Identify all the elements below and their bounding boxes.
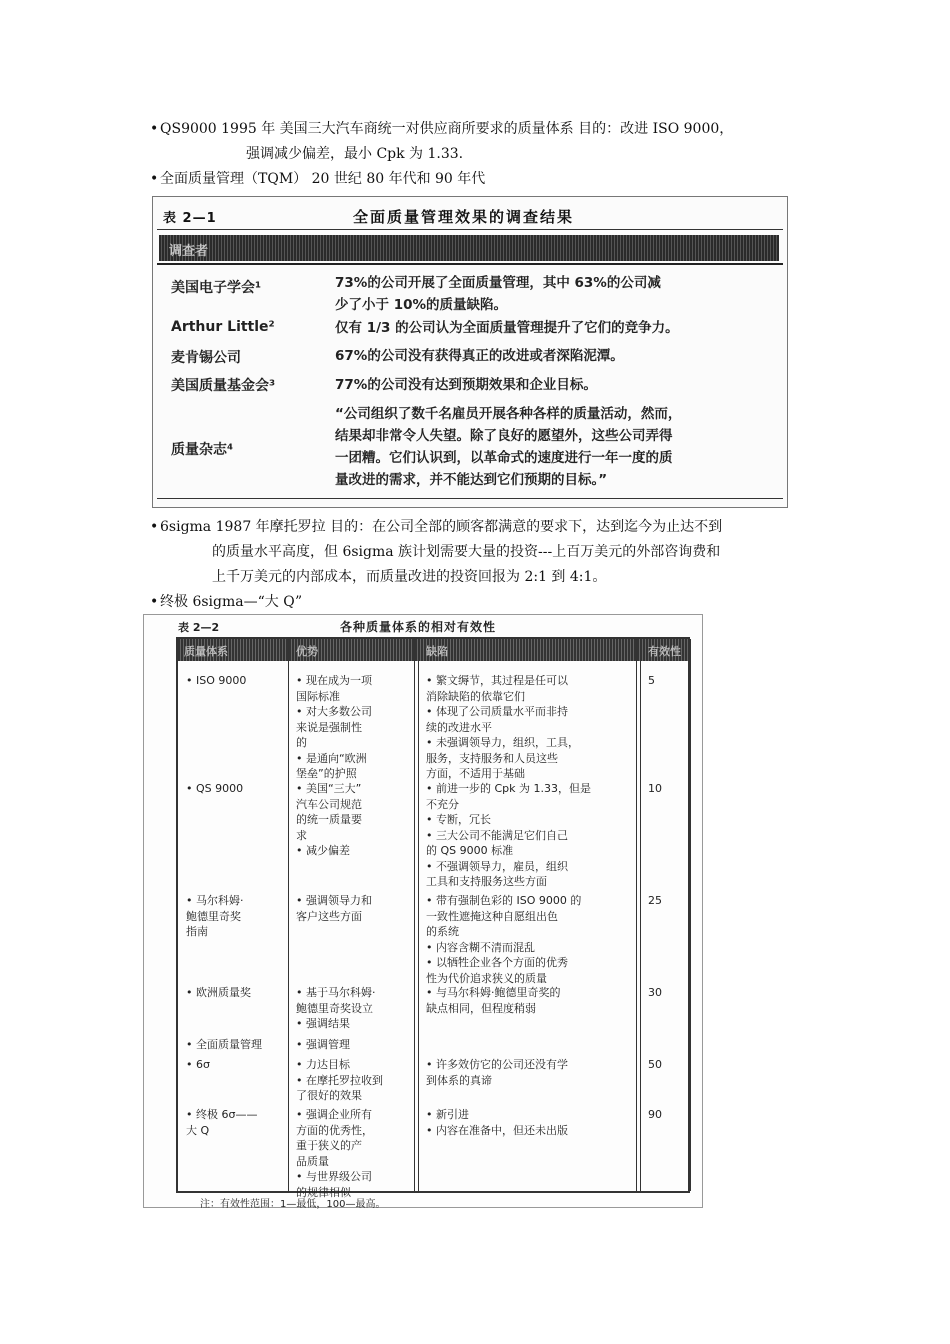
source-cell: Arthur Little² [171, 319, 275, 335]
pros-line: 方面的优秀性， [296, 1123, 373, 1137]
system-line: • ISO 9000 [186, 674, 247, 687]
cons-cell [426, 781, 591, 890]
score-cell: 90 [648, 1108, 662, 1121]
bullet-dot: • [150, 171, 159, 187]
result-line: “公司组织了数千名雇员开展各种各样的质量活动，然而， [335, 406, 682, 422]
cons-line: • 专断，冗长 [426, 813, 491, 826]
source-cell: 麦肯锡公司 [171, 350, 241, 366]
pros-cell [296, 1107, 373, 1200]
header-cell: 优势 [296, 645, 318, 658]
cons-line: • 三大公司不能满足它们自己 [426, 828, 568, 842]
table-tqm-survey [152, 196, 788, 508]
system-cell [186, 673, 246, 689]
result-line: 结果却非常令人失望。除了良好的愿望外，这些公司弄得 [335, 428, 673, 444]
table-number: 表 2—1 [163, 211, 217, 226]
cons-line: • 内容含糊不清而混乱 [426, 940, 535, 954]
cons-line: • 带有强制色彩的 ISO 9000 的 [426, 894, 582, 907]
cons-cell [426, 1107, 568, 1138]
cons-line: 的系统 [426, 925, 459, 938]
result-line: 一团糟。它们认识到，以革命式的速度进行一年一度的质 [335, 450, 673, 466]
cons-line: 一致性遮掩这种自愿组出色 [426, 909, 558, 923]
cons-line: 的 QS 9000 标准 [426, 844, 514, 857]
pros-cell [296, 673, 372, 782]
score-cell: 30 [648, 986, 662, 999]
header-cell: 质量体系 [184, 645, 228, 658]
system-line: • 6σ [186, 1058, 210, 1071]
pros-line: • 对大多数公司 [296, 705, 372, 718]
result-cell [335, 317, 775, 339]
bullet-text: 6sigma 1987 年摩托罗拉 目的：在公司全部的顾客都满意的要求下，达到迄今为止达不到 [160, 519, 723, 535]
cons-cell [426, 893, 581, 986]
bullet-text: 终极 6sigma—“大 Q” [160, 594, 303, 610]
system-line: • 欧洲质量奖 [186, 986, 251, 999]
table-header [178, 639, 688, 661]
pros-line: • 强调企业所有 [296, 1108, 372, 1121]
bullet-continuation: 强调减少偏差，最小 Cpk 为 1.33. [246, 146, 464, 162]
cons-line: • 与马尔科姆·鲍德里奇奖的 [426, 986, 561, 999]
cons-line: • 前进一步的 Cpk 为 1.33，但是 [426, 782, 591, 795]
cons-line: • 新引进 [426, 1108, 469, 1121]
column-divider [288, 639, 289, 1191]
bullet-dot: • [150, 519, 159, 535]
pros-cell [296, 1057, 383, 1104]
result-line: 少了小于 10%的质量缺陷。 [335, 297, 508, 313]
table-number: 表 2—2 [178, 621, 220, 634]
system-cell [186, 1057, 210, 1073]
cons-cell [426, 673, 579, 782]
result-line: 量改进的需求，并不能达到它们预期的目标。” [335, 472, 608, 488]
bullet-continuation: 的质量水平高度，但 6sigma 族计划需要大量的投资---上百万美元的外部咨询费和 [212, 544, 721, 560]
system-cell [186, 1107, 257, 1138]
header-cell: 调查者 [169, 244, 209, 259]
system-line: • 全面质量管理 [186, 1038, 262, 1051]
pros-line: 求 [296, 828, 307, 842]
cons-line: • 未强调领导力，组织，工具， [426, 736, 579, 749]
pros-line: 鲍德里奇奖设立 [296, 1001, 373, 1015]
cons-cell [426, 985, 560, 1016]
bullet-tqm [150, 168, 485, 190]
cons-line: 消除缺陷的依靠它们 [426, 689, 525, 703]
divider [157, 498, 783, 499]
result-line: 77%的公司没有达到预期效果和企业目标。 [335, 377, 597, 393]
pros-cell [296, 1037, 350, 1053]
bullet-6sigma [150, 516, 722, 538]
bullet-dot: • [150, 121, 159, 137]
result-line: 仅有 1/3 的公司认为全面质量管理提升了它们的竞争力。 [335, 320, 679, 336]
result-cell [335, 345, 775, 367]
score-cell: 50 [648, 1058, 662, 1071]
pros-line: 的统一质量要 [296, 813, 362, 826]
pros-line: • 强调结果 [296, 1017, 350, 1030]
pros-line: • 是通向“欧洲 [296, 751, 367, 765]
pros-line: • 与世界级公司 [296, 1170, 372, 1183]
source-cell: 美国电子学会¹ [171, 280, 262, 296]
cons-line: • 不强调领导力，雇员，组织 [426, 859, 568, 873]
pros-line: • 基于马尔科姆· [296, 986, 376, 999]
pros-line: • 减少偏差 [296, 844, 350, 857]
pros-line: • 强调领导力和 [296, 894, 372, 907]
score-cell: 5 [648, 674, 655, 687]
bullet-continuation: 上千万美元的内部成本，而质量改进的投资回报为 2:1 到 4:1。 [212, 569, 607, 585]
cons-line: 工具和支持服务这些方面 [426, 875, 547, 888]
pros-line: 了很好的效果 [296, 1089, 362, 1102]
pros-line: 汽车公司规范 [296, 797, 362, 811]
score-cell: 25 [648, 894, 662, 907]
result-line: 73%的公司开展了全面质量管理，其中 63%的公司减 [335, 275, 661, 291]
system-cell [186, 893, 243, 940]
pros-line: 来说是强制性 [296, 720, 362, 734]
system-line: 大 Q [186, 1123, 210, 1137]
divider [157, 229, 783, 230]
cons-line: • 许多效仿它的公司还没有学 [426, 1058, 568, 1071]
header-cell: 有效性 [648, 645, 681, 658]
system-line: • QS 9000 [186, 782, 244, 795]
pros-cell [296, 781, 362, 859]
pros-cell [296, 893, 372, 924]
bullet-text: 全面质量管理（TQM） 20 世纪 80 年代和 90 年代 [160, 171, 486, 187]
pros-cell [296, 985, 375, 1032]
table-title: 全面质量管理效果的调查结果 [353, 208, 575, 226]
column-divider [690, 639, 691, 1191]
divider [157, 263, 783, 265]
system-line: 鲍德里奇奖 [186, 909, 241, 923]
cons-cell [426, 1057, 568, 1088]
pros-line: 国际标准 [296, 689, 340, 703]
column-divider [418, 639, 419, 1191]
pros-line: • 在摩托罗拉收到 [296, 1073, 383, 1087]
cons-line: 方面，不适用于基础 [426, 767, 525, 780]
table-frame [176, 637, 690, 1199]
pros-line: 重于狭义的产 [296, 1139, 362, 1152]
pros-line: 的 [296, 736, 307, 749]
pros-line: 的规律相似 [296, 1185, 351, 1199]
column-divider [414, 639, 415, 1191]
bullet-qs9000 [150, 118, 733, 140]
pros-line: • 强调管理 [296, 1038, 350, 1051]
cons-line: • 繁文缛节，其过程是任可以 [426, 674, 568, 687]
score-cell: 10 [648, 782, 662, 795]
pros-line: 客户这些方面 [296, 909, 362, 923]
bullet-text: QS9000 1995 年 美国三大汽车商统一对供应商所要求的质量体系 目的：改进 ISO 9000， [160, 121, 734, 137]
system-line: • 终极 6σ—— [186, 1108, 258, 1121]
table-title: 各种质量体系的相对有效性 [340, 620, 497, 634]
bullet-ultimate-6sigma [150, 591, 302, 613]
source-cell: 质量杂志⁴ [171, 442, 234, 458]
table-note: 注：有效性范围：1—最低，100—最高。 [200, 1199, 386, 1210]
table-quality-systems [143, 614, 703, 1208]
cons-line: 服务，支持服务和人员这些 [426, 751, 558, 765]
header-cell: 缺陷 [426, 645, 448, 658]
result-cell [335, 272, 775, 316]
cons-line: • 内容在准备中，但还未出版 [426, 1123, 568, 1137]
system-line: • 马尔科姆· [186, 894, 244, 907]
bullet-dot: • [150, 594, 159, 610]
cons-line: 到体系的真谛 [426, 1073, 492, 1087]
pros-line: • 力达目标 [296, 1058, 350, 1071]
result-cell [335, 403, 775, 491]
pros-line: 堡垒”的护照 [296, 767, 357, 780]
cons-line: • 以牺牲企业各个方面的优秀 [426, 956, 568, 969]
system-cell [186, 781, 243, 797]
cons-line: 续的改进水平 [426, 720, 492, 734]
column-divider [640, 639, 641, 1191]
cons-line: 缺点相同，但程度稍弱 [426, 1001, 536, 1015]
pros-line: 品质量 [296, 1154, 329, 1168]
system-line: 指南 [186, 925, 208, 938]
cons-line: 不充分 [426, 797, 459, 811]
table-header [159, 235, 779, 261]
cons-line: 性为代价追求狭义的质量 [426, 971, 547, 985]
pros-line: • 现在成为一项 [296, 674, 372, 687]
column-divider [636, 639, 637, 1191]
result-line: 67%的公司没有获得真正的改进或者深陷泥潭。 [335, 348, 624, 364]
cons-line: • 体现了公司质量水平而非持 [426, 705, 568, 718]
system-cell [186, 985, 251, 1001]
result-cell [335, 374, 775, 396]
pros-line: • 美国“三大” [296, 782, 362, 795]
system-cell [186, 1037, 262, 1053]
source-cell: 美国质量基金会³ [171, 378, 276, 394]
